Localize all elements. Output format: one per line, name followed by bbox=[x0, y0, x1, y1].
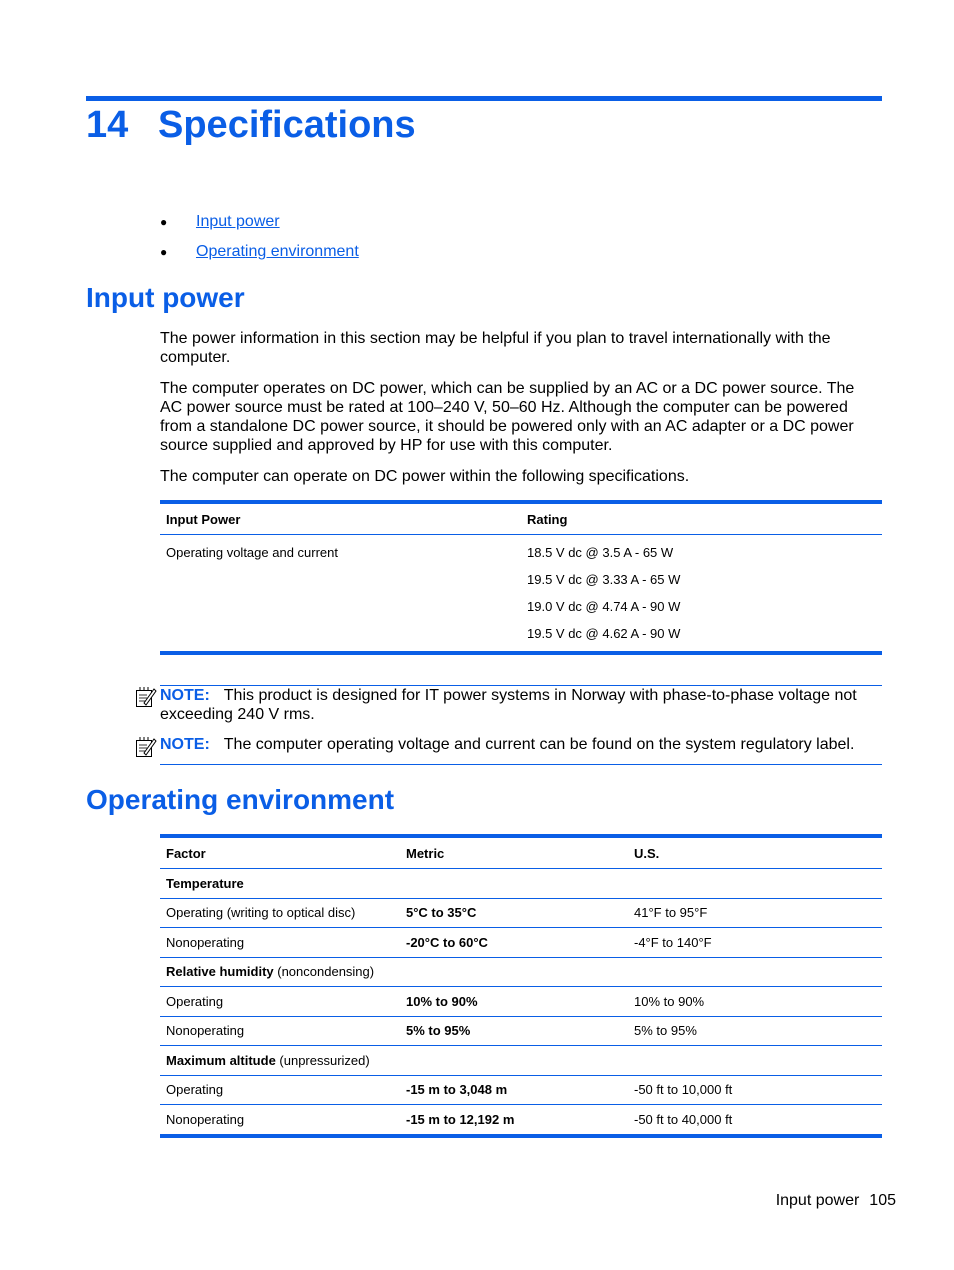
table-cell: -15 m to 3,048 m bbox=[400, 1075, 628, 1105]
table-cell: Operating voltage and current bbox=[166, 545, 338, 560]
column-header: Factor bbox=[160, 836, 400, 869]
table-cell: Nonoperating bbox=[160, 1016, 400, 1046]
table-cell: -50 ft to 10,000 ft bbox=[628, 1075, 882, 1105]
paragraph: The power information in this section may be helpful if you plan to travel internationally with the computer. bbox=[160, 330, 831, 366]
table-cell: Operating bbox=[160, 1075, 400, 1105]
note-label: NOTE: bbox=[160, 736, 210, 753]
heading-input-power: Input power bbox=[86, 282, 245, 313]
table-cell: -20°C to 60°C bbox=[400, 928, 628, 958]
column-header: Metric bbox=[400, 836, 628, 869]
table-cell: 18.5 V dc @ 3.5 A - 65 W bbox=[527, 545, 674, 560]
table-cell: -50 ft to 40,000 ft bbox=[634, 1111, 733, 1127]
group-title: Maximum altitude bbox=[166, 1052, 276, 1068]
group-title: Temperature bbox=[166, 875, 244, 891]
toc-link-input-power[interactable]: Input power bbox=[196, 213, 280, 230]
table-cell: 19.0 V dc @ 4.74 A - 90 W bbox=[527, 599, 681, 614]
table-cell bbox=[160, 593, 521, 620]
paragraph: The computer can operate on DC power within the following specifications. bbox=[160, 468, 690, 485]
group-qualifier: (unpressurized) bbox=[275, 1052, 370, 1068]
chapter-title bbox=[86, 104, 416, 147]
table-row bbox=[160, 1016, 882, 1046]
note-text: This product is designed for IT power systems in Norway with phase-to-phase voltage not exceeding 240 V rms. bbox=[160, 687, 857, 723]
table-cell: -4°F to 140°F bbox=[628, 928, 882, 958]
bullet-icon: ● bbox=[160, 245, 168, 259]
table-cell: 10% to 90% bbox=[400, 987, 628, 1017]
table-cell: 41°F to 95°F bbox=[628, 898, 882, 928]
note-pencil-icon bbox=[135, 686, 157, 708]
table-header-row bbox=[160, 502, 882, 535]
note-label: NOTE: bbox=[160, 687, 210, 704]
table-cell: 5°C to 35°C bbox=[400, 898, 628, 928]
group-qualifier: (noncondensing) bbox=[273, 964, 375, 980]
heading-operating-environment: Operating environment bbox=[86, 784, 395, 815]
table-cell: 10% to 90% bbox=[628, 987, 882, 1017]
group-title: Relative humidity bbox=[166, 964, 274, 980]
table-row bbox=[160, 1105, 882, 1136]
table-cell: 19.5 V dc @ 4.62 A - 90 W bbox=[527, 626, 681, 641]
table-group-row bbox=[160, 957, 882, 987]
table-cell: 5% to 95% bbox=[400, 1016, 628, 1046]
note-text: The computer operating voltage and current can be found on the system regulatory label. bbox=[223, 736, 855, 753]
table-row bbox=[160, 1075, 882, 1105]
column-header: Input Power bbox=[160, 502, 521, 535]
chapter-title-text: Specifications bbox=[158, 104, 416, 146]
input-power-table bbox=[160, 500, 882, 655]
table-row bbox=[160, 535, 882, 567]
chapter-number: 14 bbox=[86, 104, 129, 146]
table-row bbox=[160, 593, 882, 620]
table-row bbox=[160, 987, 882, 1017]
table-cell: Operating bbox=[160, 987, 400, 1017]
column-header: Rating bbox=[521, 502, 882, 535]
table-cell: Nonoperating bbox=[166, 1111, 245, 1127]
table-cell: -15 m to 12,192 m bbox=[406, 1111, 515, 1127]
note-pencil-icon bbox=[135, 736, 157, 758]
page-footer bbox=[776, 1192, 896, 1210]
operating-environment-table bbox=[160, 834, 882, 1138]
table-row bbox=[160, 928, 882, 958]
table-cell: Nonoperating bbox=[160, 928, 400, 958]
toc-link-operating-environment[interactable]: Operating environment bbox=[196, 243, 359, 260]
table-row bbox=[160, 566, 882, 593]
table-header-row bbox=[160, 836, 882, 869]
note-rule bbox=[160, 764, 882, 765]
table-cell bbox=[160, 1046, 882, 1076]
column-header: U.S. bbox=[628, 836, 882, 869]
table-row bbox=[160, 898, 882, 928]
table-cell bbox=[160, 957, 882, 987]
table-cell: Operating (writing to optical disc) bbox=[160, 898, 400, 928]
note-block bbox=[160, 686, 880, 724]
table-cell bbox=[160, 566, 521, 593]
table-row bbox=[160, 620, 882, 653]
table-cell: 19.5 V dc @ 3.33 A - 65 W bbox=[527, 572, 681, 587]
table-group-row bbox=[160, 869, 882, 899]
table-group-row bbox=[160, 1046, 882, 1076]
chapter-rule bbox=[86, 96, 882, 101]
table-cell bbox=[160, 869, 882, 899]
note-block bbox=[160, 735, 880, 754]
table-cell bbox=[160, 620, 521, 653]
bullet-icon: ● bbox=[160, 215, 168, 229]
paragraph: The computer operates on DC power, which can be supplied by an AC or a DC power source. The AC power source must be rated at 100–240 V, 50–60 Hz. Although the computer can be powered from a standalone DC power source, it should be powered only with an AC adapter or a DC power source supplied and approved by HP for use with this computer. bbox=[160, 380, 855, 454]
table-cell: 5% to 95% bbox=[628, 1016, 882, 1046]
page-number: 105 bbox=[869, 1192, 896, 1209]
footer-section: Input power bbox=[775, 1192, 860, 1209]
